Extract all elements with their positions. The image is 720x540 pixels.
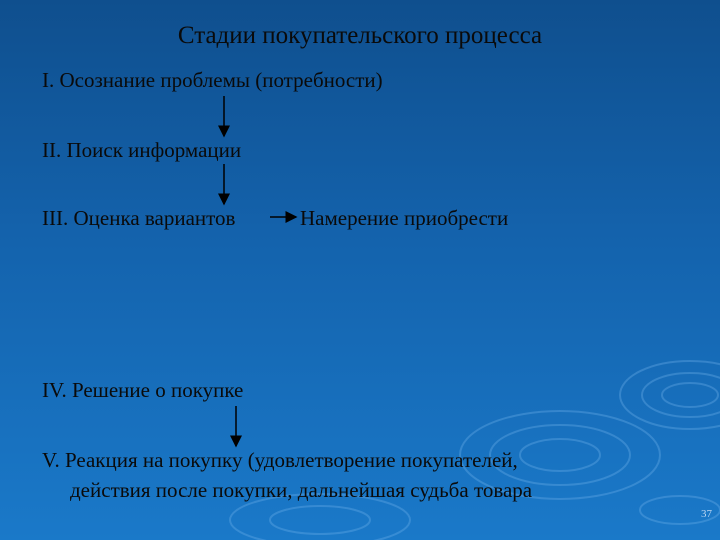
stage-5-post-purchase-reaction: V. Реакция на покупку (удовлетворение покупателей,	[42, 448, 518, 472]
stage-1-problem-awareness: I. Осознание проблемы (потребности)	[42, 68, 383, 92]
slide-title: Стадии покупательского процесса	[177, 22, 543, 49]
purchase-intention-label: Намерение приобрести	[300, 206, 509, 230]
stage-4-purchase-decision: IV. Решение о покупке	[42, 378, 244, 402]
stage-3-evaluate-alternatives: III. Оценка вариантов	[42, 206, 236, 230]
page-number: 37	[701, 508, 712, 520]
stage-2-information-search: II. Поиск информации	[42, 138, 242, 162]
stage-5-continuation: действия после покупки, дальнейшая судьба товара	[70, 478, 533, 502]
